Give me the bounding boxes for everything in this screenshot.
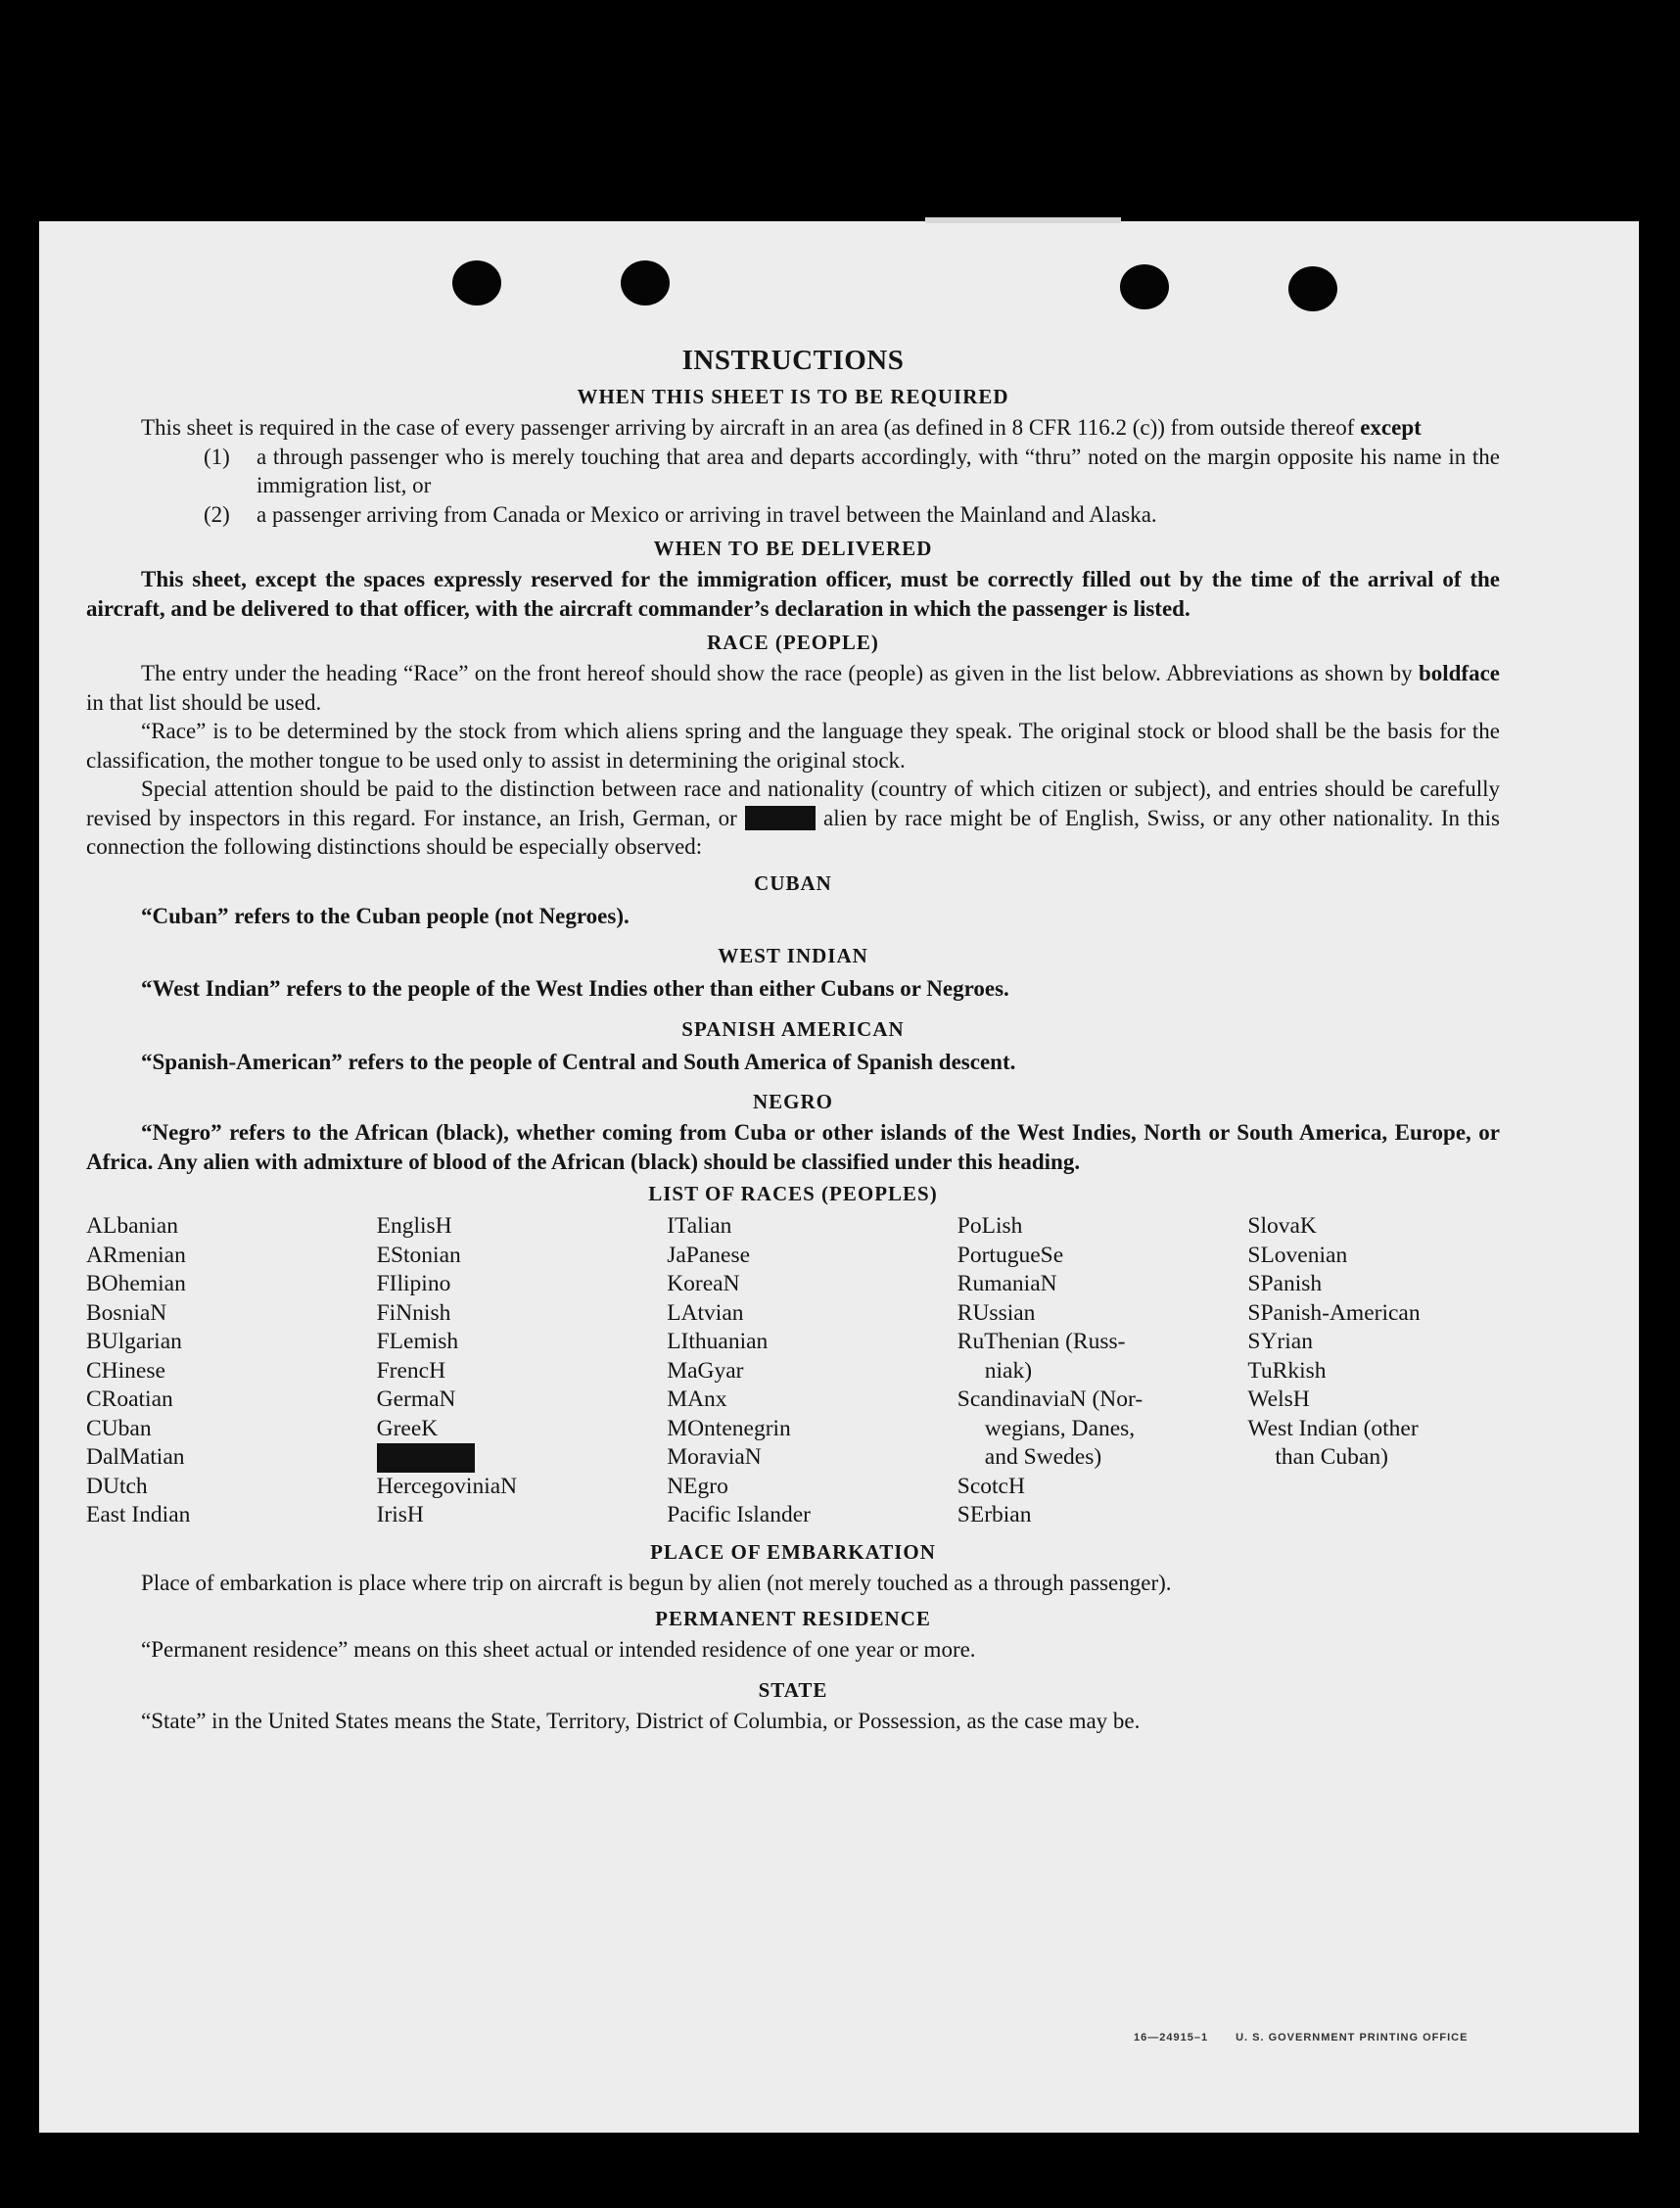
race-entry: SYrian xyxy=(1247,1329,1313,1354)
race-entry: FrencH xyxy=(376,1357,446,1384)
race-entry: FIlipino xyxy=(376,1271,451,1296)
section-heading: WEST INDIAN xyxy=(718,944,868,967)
negro-definition: “Negro” refers to the African (black), whether coming from Cuba or other islands of the West Indies, North or South America, Europe, or Africa. Any alien with admixture of blood of the African (black) should be classified under this heading. xyxy=(86,1120,1500,1174)
race-entry: MaGyar xyxy=(667,1357,744,1384)
paper-tab-edge xyxy=(925,217,1121,223)
race-entry: GermaN xyxy=(376,1386,456,1412)
race-entry: ARmenian xyxy=(86,1242,186,1268)
list-item xyxy=(204,443,1500,500)
section-heading: WHEN THIS SHEET IS TO BE REQUIRED xyxy=(577,385,1009,408)
punch-hole xyxy=(1120,264,1169,309)
race-entry-continuation: niak) xyxy=(984,1357,1033,1384)
race-entry: WelsH xyxy=(1247,1386,1310,1412)
list-item-number: (1) xyxy=(204,444,230,469)
race-entry-continuation: than Cuban) xyxy=(1275,1444,1388,1470)
race-paragraph-1 xyxy=(86,659,1500,717)
race-paragraph-2: “Race” is to be determined by the stock from which aliens spring and the language they speak. The original stock or blood shall be the basis for the classification, the mother tongue to be used only to assist in determining the original stock. xyxy=(86,719,1500,773)
race-p3-text: Special attention should be paid to the distinction between race and nationality (country of which citizen or subject), and entries should be carefully revised by inspectors in this regard. For instance, an Irish, German, or xyxy=(86,776,1500,830)
race-entry: RuThenian (Russ- xyxy=(957,1329,1126,1354)
race-column xyxy=(377,1212,668,1530)
race-p1-text: The entry under the heading “Race” on the front hereof should show the race (people) as given in the list below. Abbreviations as shown by xyxy=(141,661,1419,685)
race-entry: PortugueSe xyxy=(957,1242,1064,1268)
list-item-text: a passenger arriving from Canada or Mexico or arriving in travel between the Mainland and Alaska. xyxy=(257,501,1157,527)
race-entry: CRoatian xyxy=(86,1386,173,1412)
race-entry: JaPanese xyxy=(667,1242,751,1268)
list-item-number: (2) xyxy=(204,501,230,527)
race-entry: HercegoviniaN xyxy=(376,1473,518,1499)
race-entry: LIthuanian xyxy=(667,1329,769,1354)
race-column xyxy=(86,1212,377,1530)
list-item-text: a through passenger who is merely touching that area and departs accordingly, with “thru” noted on the margin opposite his name in the immigration list, or xyxy=(257,444,1500,497)
race-entry: NEgro xyxy=(667,1473,728,1499)
race-entry: FiNnish xyxy=(376,1299,451,1326)
section-heading: CUBAN xyxy=(754,870,832,895)
race-entry: IrisH xyxy=(376,1502,424,1527)
section-heading: WHEN TO BE DELIVERED xyxy=(653,537,933,560)
race-entry-continuation: and Swedes) xyxy=(984,1444,1102,1470)
race-entry: FLemish xyxy=(376,1329,459,1354)
punch-hole xyxy=(621,260,670,305)
embarkation-text: Place of embarkation is place where trip on aircraft is begun by alien (not merely touched as a through passenger). xyxy=(141,1570,1172,1595)
required-intro-text: This sheet is required in the case of every passenger arriving by aircraft in an area (as defined in 8 CFR 116.2 (c)) from outside thereof xyxy=(141,415,1361,440)
race-entry-continuation: wegians, Danes, xyxy=(984,1415,1136,1441)
race-p1-text-end: in that list should be used. xyxy=(86,689,322,715)
redacted-word: Hebrew xyxy=(744,805,817,830)
race-entry: LAtvian xyxy=(667,1299,744,1326)
race-entry: RUssian xyxy=(957,1299,1036,1326)
state-text: “State” in the United States means the State, Territory, District of Columbia, or Possession, as the case may be. xyxy=(141,1708,1141,1733)
race-entry: SPanish xyxy=(1247,1271,1323,1296)
race-entry: MAnx xyxy=(667,1386,727,1412)
race-entry: KoreaN xyxy=(667,1271,740,1296)
section-heading: RACE (PEOPLE) xyxy=(707,631,879,654)
race-entry: EnglisH xyxy=(376,1213,452,1239)
race-entry: East Indian xyxy=(86,1502,191,1527)
race-entry: TuRkish xyxy=(1247,1357,1327,1384)
race-entry: MOntenegrin xyxy=(667,1415,791,1441)
race-entry: SPanish-American xyxy=(1247,1299,1421,1326)
race-entry: BOhemian xyxy=(86,1271,186,1296)
page-title: INSTRUCTIONS xyxy=(681,345,905,376)
residence-text: “Permanent residence” means on this sheet actual or intended residence of one year or more. xyxy=(141,1637,976,1662)
race-entry: GreeK xyxy=(376,1415,439,1441)
race-entry: Pacific Islander xyxy=(667,1502,811,1527)
instructions-body xyxy=(86,345,1500,1735)
print-imprint xyxy=(1134,2032,1495,2044)
list-item xyxy=(204,500,1500,530)
race-entry: BUlgarian xyxy=(86,1329,182,1354)
race-entry: CUban xyxy=(86,1415,152,1441)
required-intro xyxy=(86,413,1500,443)
punch-hole xyxy=(1288,266,1337,311)
race-entry: ScandinaviaN (Nor- xyxy=(957,1386,1143,1412)
required-intro-except: except xyxy=(1360,415,1422,440)
race-column xyxy=(1247,1212,1500,1530)
race-entry: RumaniaN xyxy=(957,1271,1057,1296)
race-entry: MoraviaN xyxy=(667,1444,762,1470)
race-entry: SlovaK xyxy=(1247,1213,1317,1239)
race-entry: ScotcH xyxy=(957,1473,1025,1499)
race-entry: CHinese xyxy=(86,1357,165,1384)
race-entry: ITalian xyxy=(667,1213,732,1239)
race-p3-text-end: alien by race might be of English, Swiss, or any other nationality. In this connection the following distinctions should be especially observed: xyxy=(86,805,1500,859)
west-indian-definition: “West Indian” refers to the people of the West Indies other than either Cubans or Negroes. xyxy=(141,976,1009,1001)
race-column xyxy=(667,1212,957,1530)
punch-hole xyxy=(452,260,501,305)
race-list xyxy=(86,1212,1500,1530)
delivered-text: This sheet, except the spaces expressly reserved for the immigration officer, must be correctly filled out by the time of the arrival of the aircraft, and be delivered to that officer, with the aircraft commander’s declaration in which the passenger is listed. xyxy=(86,567,1500,621)
race-entry: EStonian xyxy=(376,1242,461,1268)
section-heading: SPANISH AMERICAN xyxy=(681,1016,905,1041)
section-heading: STATE xyxy=(758,1677,828,1702)
race-entry: West Indian (other xyxy=(1247,1415,1419,1441)
race-entry: BosniaN xyxy=(86,1299,167,1326)
race-entry: ALbanian xyxy=(86,1213,178,1239)
redacted-race-entry: HebreW xyxy=(377,1443,475,1473)
form-number: 16—24915–1 xyxy=(1134,2032,1209,2044)
race-entry: SErbian xyxy=(957,1502,1032,1527)
race-p1-boldface: boldface xyxy=(1418,661,1500,685)
section-heading: NEGRO xyxy=(752,1090,833,1113)
cuban-definition: “Cuban” refers to the Cuban people (not Negroes). xyxy=(141,903,630,928)
race-entry: SLovenian xyxy=(1247,1242,1348,1268)
spanish-american-definition: “Spanish-American” refers to the people of Central and South America of Spanish descent. xyxy=(141,1049,1016,1074)
printer-name: U. S. GOVERNMENT PRINTING OFFICE xyxy=(1236,2032,1469,2044)
race-paragraph-3 xyxy=(86,775,1500,862)
section-heading: PERMANENT RESIDENCE xyxy=(655,1607,931,1630)
race-entry: DUtch xyxy=(86,1473,148,1499)
race-entry: PoLish xyxy=(957,1213,1023,1239)
section-heading: PLACE OF EMBARKATION xyxy=(650,1539,936,1564)
race-column xyxy=(957,1212,1248,1530)
race-entry: DalMatian xyxy=(86,1444,185,1470)
section-heading: LIST OF RACES (PEOPLES) xyxy=(648,1182,938,1205)
